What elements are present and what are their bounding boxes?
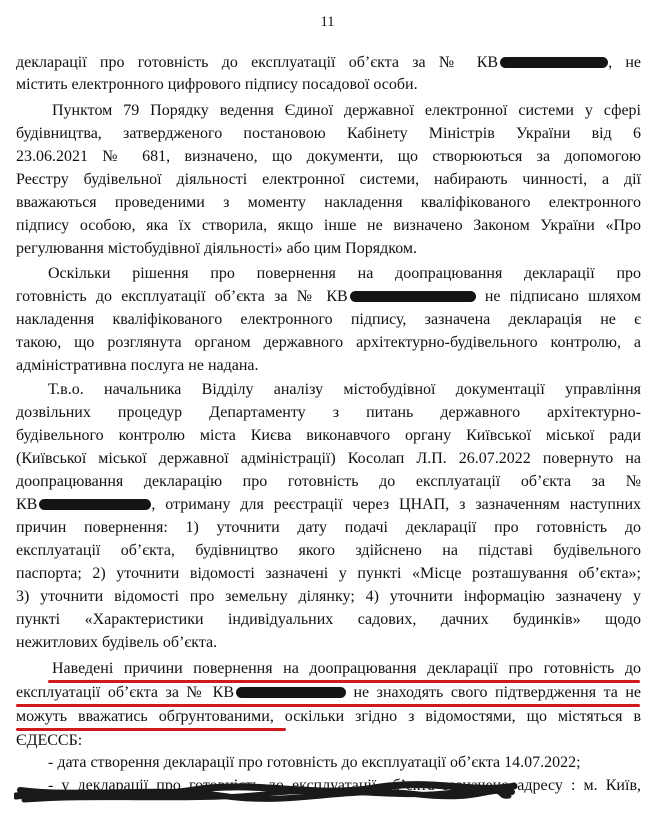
redaction-mark [39,499,151,510]
text-line: Наведені причини повернення на доопрацювання декларації про готовність до [52,660,641,677]
text-line: Т.в.о. начальника Відділу аналізу містобудівної документації управління [48,381,641,398]
text-line: готовність до експлуатації об’єкта за № КВ не підписано шляхом [16,288,641,305]
text-line: будівельного контролю міста Києва виконавчого органу Київської міської ради [16,427,641,444]
list-item: - дата створення декларації про готовність до експлуатації об’єкта 14.07.2022; [48,754,581,771]
text-line: адміністративна послуга не надана. [16,357,259,374]
text-line: КВ , отриману для реєстрації через ЦНАП, з зазначенням наступних [16,496,641,513]
list-item: - у декларації про готовність до експлуатації об’єкта зазначено адресу : м. Київ, [48,777,641,794]
text-line: Оскільки рішення про повернення на доопрацювання декларації про [48,265,641,282]
page-number: 11 [320,14,335,30]
text-line: експлуатації об’єкта, будівництво якого здійснено на підставі будівельного [16,542,641,559]
text-line: пункті «Характеристики індивідуальних садових, дачних будинків» щодо [16,611,641,628]
text-line: такою, що розглянута органом державного архітектурно-будівельного контролю, а [16,334,641,351]
text-line: (Київської міської державної адміністрації) Косолап Л.П. 26.07.2022 повернуто на [16,450,641,467]
text-line: 3) уточнити відомості про земельну ділянку; 4) уточнити інформацію зазначену у [16,588,641,605]
text-line: будівництва, затвердженого постановою Кабінету Міністрів України від 6 [16,125,641,142]
text-line: декларації про готовність до експлуатації об’єкта за № КВ , не [16,54,641,71]
text-line: вважаються проведеними з моменту накладення кваліфікованого електронного [16,194,641,211]
text-line: причин повернення: 1) уточнити дату подачі декларації про готовність до [16,519,641,536]
text-line: дозвільних процедур Департаменту з питань державного архітектурно- [16,404,641,421]
redaction-mark [236,687,346,698]
text-line: паспорта; 2) уточнити відомості зазначені у пункті «Місце розташування об’єкта»; [16,565,641,582]
text-line: Пунктом 79 Порядку ведення Єдиної державної електронної системи у сфері [52,102,641,119]
redaction-mark [350,291,476,302]
redaction-mark [500,57,608,68]
text-line: експлуатації об’єкта за № КВ не знаходять свого підтвердження та не [16,684,642,701]
text-line: можуть вважатись обґрунтованими, оскільки згідно з відомостями, що містяться в [16,708,641,725]
text-line: Реєстру будівельної діяльності електронної системи, набирають чинності, а дії [16,171,641,188]
text-line: ЄДЕССБ: [16,732,83,749]
text-line: 23.06.2021 № 681, визначено, що документи, що створюються за допомогою [16,148,641,165]
text-line: підпису особою, яка їх створила, якщо інше не визначено Законом України «Про [16,217,641,234]
text-line: доопрацювання декларацію про готовність до експлуатації об’єкта за № [16,473,641,490]
text-line: накладення кваліфікованого електронного підпису, зазначена декларація не є [16,311,641,328]
text-line: нежитлових будівель об’єкта. [16,634,218,651]
scribble-redaction [14,776,519,804]
text-line: регулювання містобудівної діяльності» або цим Порядком. [16,240,418,257]
text-line: містить електронного цифрового підпису посадової особи. [16,76,418,93]
